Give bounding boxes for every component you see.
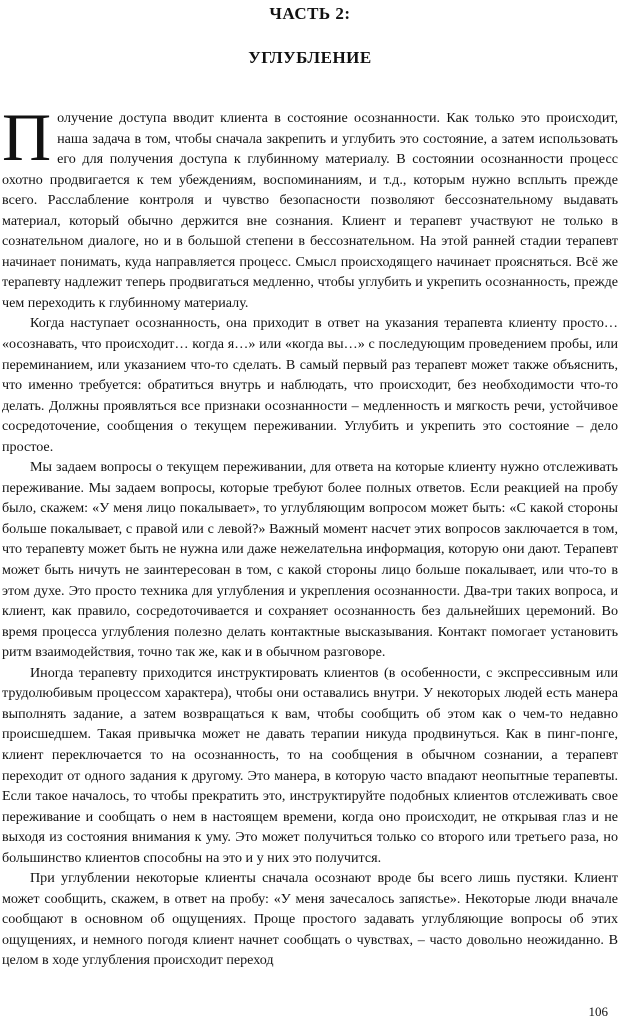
paragraph-5: При углублении некоторые клиенты сначала осознают вроде бы всего лишь пустяки. Клиент может сообщить, скажем, в ответ на пробу: «У меня зачесалось запястье». Некоторые люди вначале сообщают в основном об ощущениях. Проще простого задавать углубляющие вопросы об этих ощущениях, и немного погодя клиент начнет сообщать о чувствах, – часто довольно неожиданно. В целом в ходе углубления происходит переход — [2, 870, 618, 969]
paragraph-4: Иногда терапевту приходится инструктировать клиентов (в особенности, с экспрессивным или трудолюбивым процессом характера), чтобы они оставались внутри. У некоторых людей есть манера выполнять задание, а затем возвращаться к вам, чтобы сообщить об этом как о чем-то недавно происшедшем. Такая привычка может не давать терапии никуда продвинуться. Как в пинг-понге, клиент переключается то на осознанность, то на сообщения в обычном сознании, а терапевт переходит от одного задания к другому. Это манера, в которую часто впадают неопытные терапевты. Если такое началось, то чтобы прекратить это, инструктируйте подобных клиентов отслеживать свое переживание и сообщать о нем в настоящем времени, когда оно происходит, не открывая глаз и не выходя из состояния внимания к уму. Это может получиться только со второго или третьего раза, но большинство клиентов способны на это и у них это получится. — [2, 664, 618, 866]
chapter-heading: УГЛУБЛЕНИЕ — [248, 48, 372, 67]
paragraph-1 — [2, 99, 618, 313]
paragraph-3: Мы задаем вопросы о текущем переживании, для ответа на которые клиенту нужно отслеживать переживание. Мы задаем вопросы, которые требуют более полных ответов. Если реакцией на пробу было, скажем: «У меня лицо покалывает», то углубляющим вопросом может быть: «С какой стороны больше покалывает, с правой или с левой?» Важный момент насчет этих вопросов заключается в том, что терапевту может быть не нужна или даже нежелательна информация, которую они дают. Терапевт может быть ничуть не заинтересован в том, с какой стороны лицо больше покалывает, или что-то в этом духе. Это просто техника для углубления и укрепления осознанности. Два-три таких вопроса, и клиент, как правило, сосредоточивается и сохраняет осознанность без дальнейших церемоний. Во время процесса углубления полезно делать контактные высказывания. Контакт помогает установить ритм взаимодействия, точно так же, как и в обычном разговоре. — [2, 459, 618, 661]
paragraph-2: Когда наступает осознанность, она приходит в ответ на указания терапевта клиенту просто… «осознавать, что происходит… когда я…» или «когда вы…» с последующим проведением пробы, или переминанием, или указанием что-то сделать. В самый первый раз терапевт может также объяснить, что именно требуется: обратиться внутрь и наблюдать, что происходит, без необходимости что-то делать. Должны проявляться все признаки осознанности – медленность и мягкость речи, устойчивое сосредоточение, сообщения о текущем переживании. Углубить и укрепить это состояние – дело простое. — [2, 315, 618, 455]
part-heading: ЧАСТЬ 2: — [269, 4, 351, 23]
paragraph-1-text: олучение доступа вводит клиента в состояние осознанности. Как только это происходит, наша задача в том, чтобы сначала закрепить и углубить это состояние, а затем использовать его для получения доступа к глубинному материалу. В состоянии осознанности процесс охотно продвигается к тем убеждениям, воспоминаниям, и т.д., которым нужно всплыть прежде всего. Расслабление контроля и чувство безопасности позволяют бессознательному выдавать материал, который обычно держится вне сознания. Клиент и терапевт участвуют не только в сознательном диалоге, но и в большой степени в бессознательном. На этой ранней стадии терапевт начинает понимать, куда направляется процесс. Смысл происходящего начинает проясняться. Всё же терапевту надлежит теперь продвигаться медленно, чтобы углубить и укрепить осознанность, прежде чем переходить к глубинному материалу. — [2, 110, 618, 311]
page-number: 106 — [588, 1004, 608, 1019]
body-text — [2, 99, 618, 971]
drop-cap: П — [2, 99, 52, 175]
